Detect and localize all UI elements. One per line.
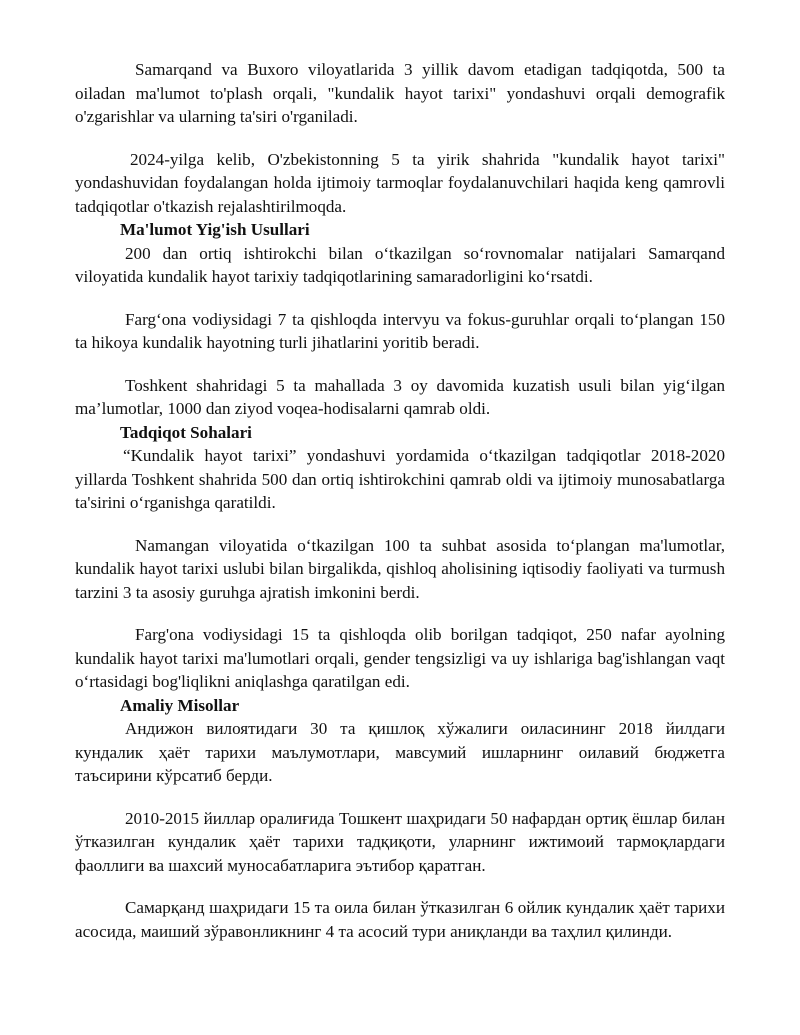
intro-paragraph-2: 2024-yilga kelib, O'zbekistonning 5 ta yirik shahrida "kundalik hayot tarixi" yondashuvidan foydalangan holda ijtimoiy tarmoqlar foydalanuvchilari haqida keng qamrovli tadqiqotlar o'tkazish rejalashtirilmoqda. xyxy=(75,149,725,216)
research-areas-paragraph-2: Namangan viloyatida o‘tkazilgan 100 ta suhbat asosida to‘plangan ma'lumotlar, kundalik hayot tarixi uslubi bilan birgalikda, qishloq aholisining iqtisodiy faoliyati va turmush tarzini 3 ta asosiy guruhga ajratish imkonini berdi. xyxy=(75,535,725,602)
section-heading-practical-examples: Amaliy Misollar xyxy=(120,695,240,715)
data-collection-paragraph-1: 200 dan ortiq ishtirokchi bilan o‘tkazilgan so‘rovnomalar natijalari Samarqand viloyatida kundalik hayot tarixiy tadqiqotlarining samaradorligini ko‘rsatdi. xyxy=(75,243,725,286)
section-heading-research-areas: Tadqiqot Sohalari xyxy=(120,422,252,442)
practical-examples-paragraph-3: Самарқанд шаҳридаги 15 та оила билан ўтказилган 6 ойлик кундалик ҳаёт тарихи асосида, маиший зўравонликнинг 4 та асосий тури аниқланди ва таҳлил қилинди. xyxy=(75,898,725,941)
document-page xyxy=(75,58,725,943)
data-collection-paragraph-2: Farg‘ona vodiysidagi 7 ta qishloqda intervyu va fokus-guruhlar orqali to‘plangan 150 ta hikoya kundalik hayotning turli jihatlarini yoritib beradi. xyxy=(75,309,725,352)
practical-examples-paragraph-2: 2010-2015 йиллар оралиғида Тошкент шаҳридаги 50 нафардан ортиқ ёшлар билан ўтказилган кундалик ҳаёт тарихи тадқиқоти, уларнинг ижтимоий тармоқлардаги фаоллиги ва шахсий муносабатларига эътибор қаратган. xyxy=(75,808,725,875)
practical-examples-paragraph-1: Андижон вилоятидаги 30 та қишлоқ хўжалиги оиласининг 2018 йилдаги кундалик ҳаёт тарихи маълумотлари, мавсумий ишларнинг оилавий бюджетга таъсирини кўрсатиб берди. xyxy=(75,719,725,785)
research-areas-paragraph-3: Farg'ona vodiysidagi 15 ta qishloqda olib borilgan tadqiqot, 250 nafar ayolning kundalik hayot tarixi ma'lumotlari orqali, gender tengsizligi va uy ishlariga bag'ishlangan vaqt o‘rtasidagi bog'liqlikni aniqlashga qaratilgan edi. xyxy=(75,625,725,691)
intro-paragraph-1: Samarqand va Buxoro viloyatlarida 3 yillik davom etadigan tadqiqotda, 500 ta oiladan ma'lumot to'plash orqali, "kundalik hayot tarixi" yondashuvi orqali demografik o'zgarishlar va ularning ta'siri o'rganiladi. xyxy=(75,60,725,126)
section-heading-data-collection: Ma'lumot Yig'ish Usullari xyxy=(120,220,310,239)
research-areas-paragraph-1: “Kundalik hayot tarixi” yondashuvi yordamida o‘tkazilgan tadqiqotlar 2018-2020 yillarda Toshkent shahrida 500 dan ortiq ishtirokchini qamrab oldi va ijtimoiy munosabatlarga ta'sirini o‘rganishga qaratildi. xyxy=(75,446,725,512)
data-collection-paragraph-3: Toshkent shahridagi 5 ta mahallada 3 oy davomida kuzatish usuli bilan yig‘ilgan ma’lumotlar, 1000 dan ziyod voqea-hodisalarni qamrab oldi. xyxy=(75,375,725,418)
